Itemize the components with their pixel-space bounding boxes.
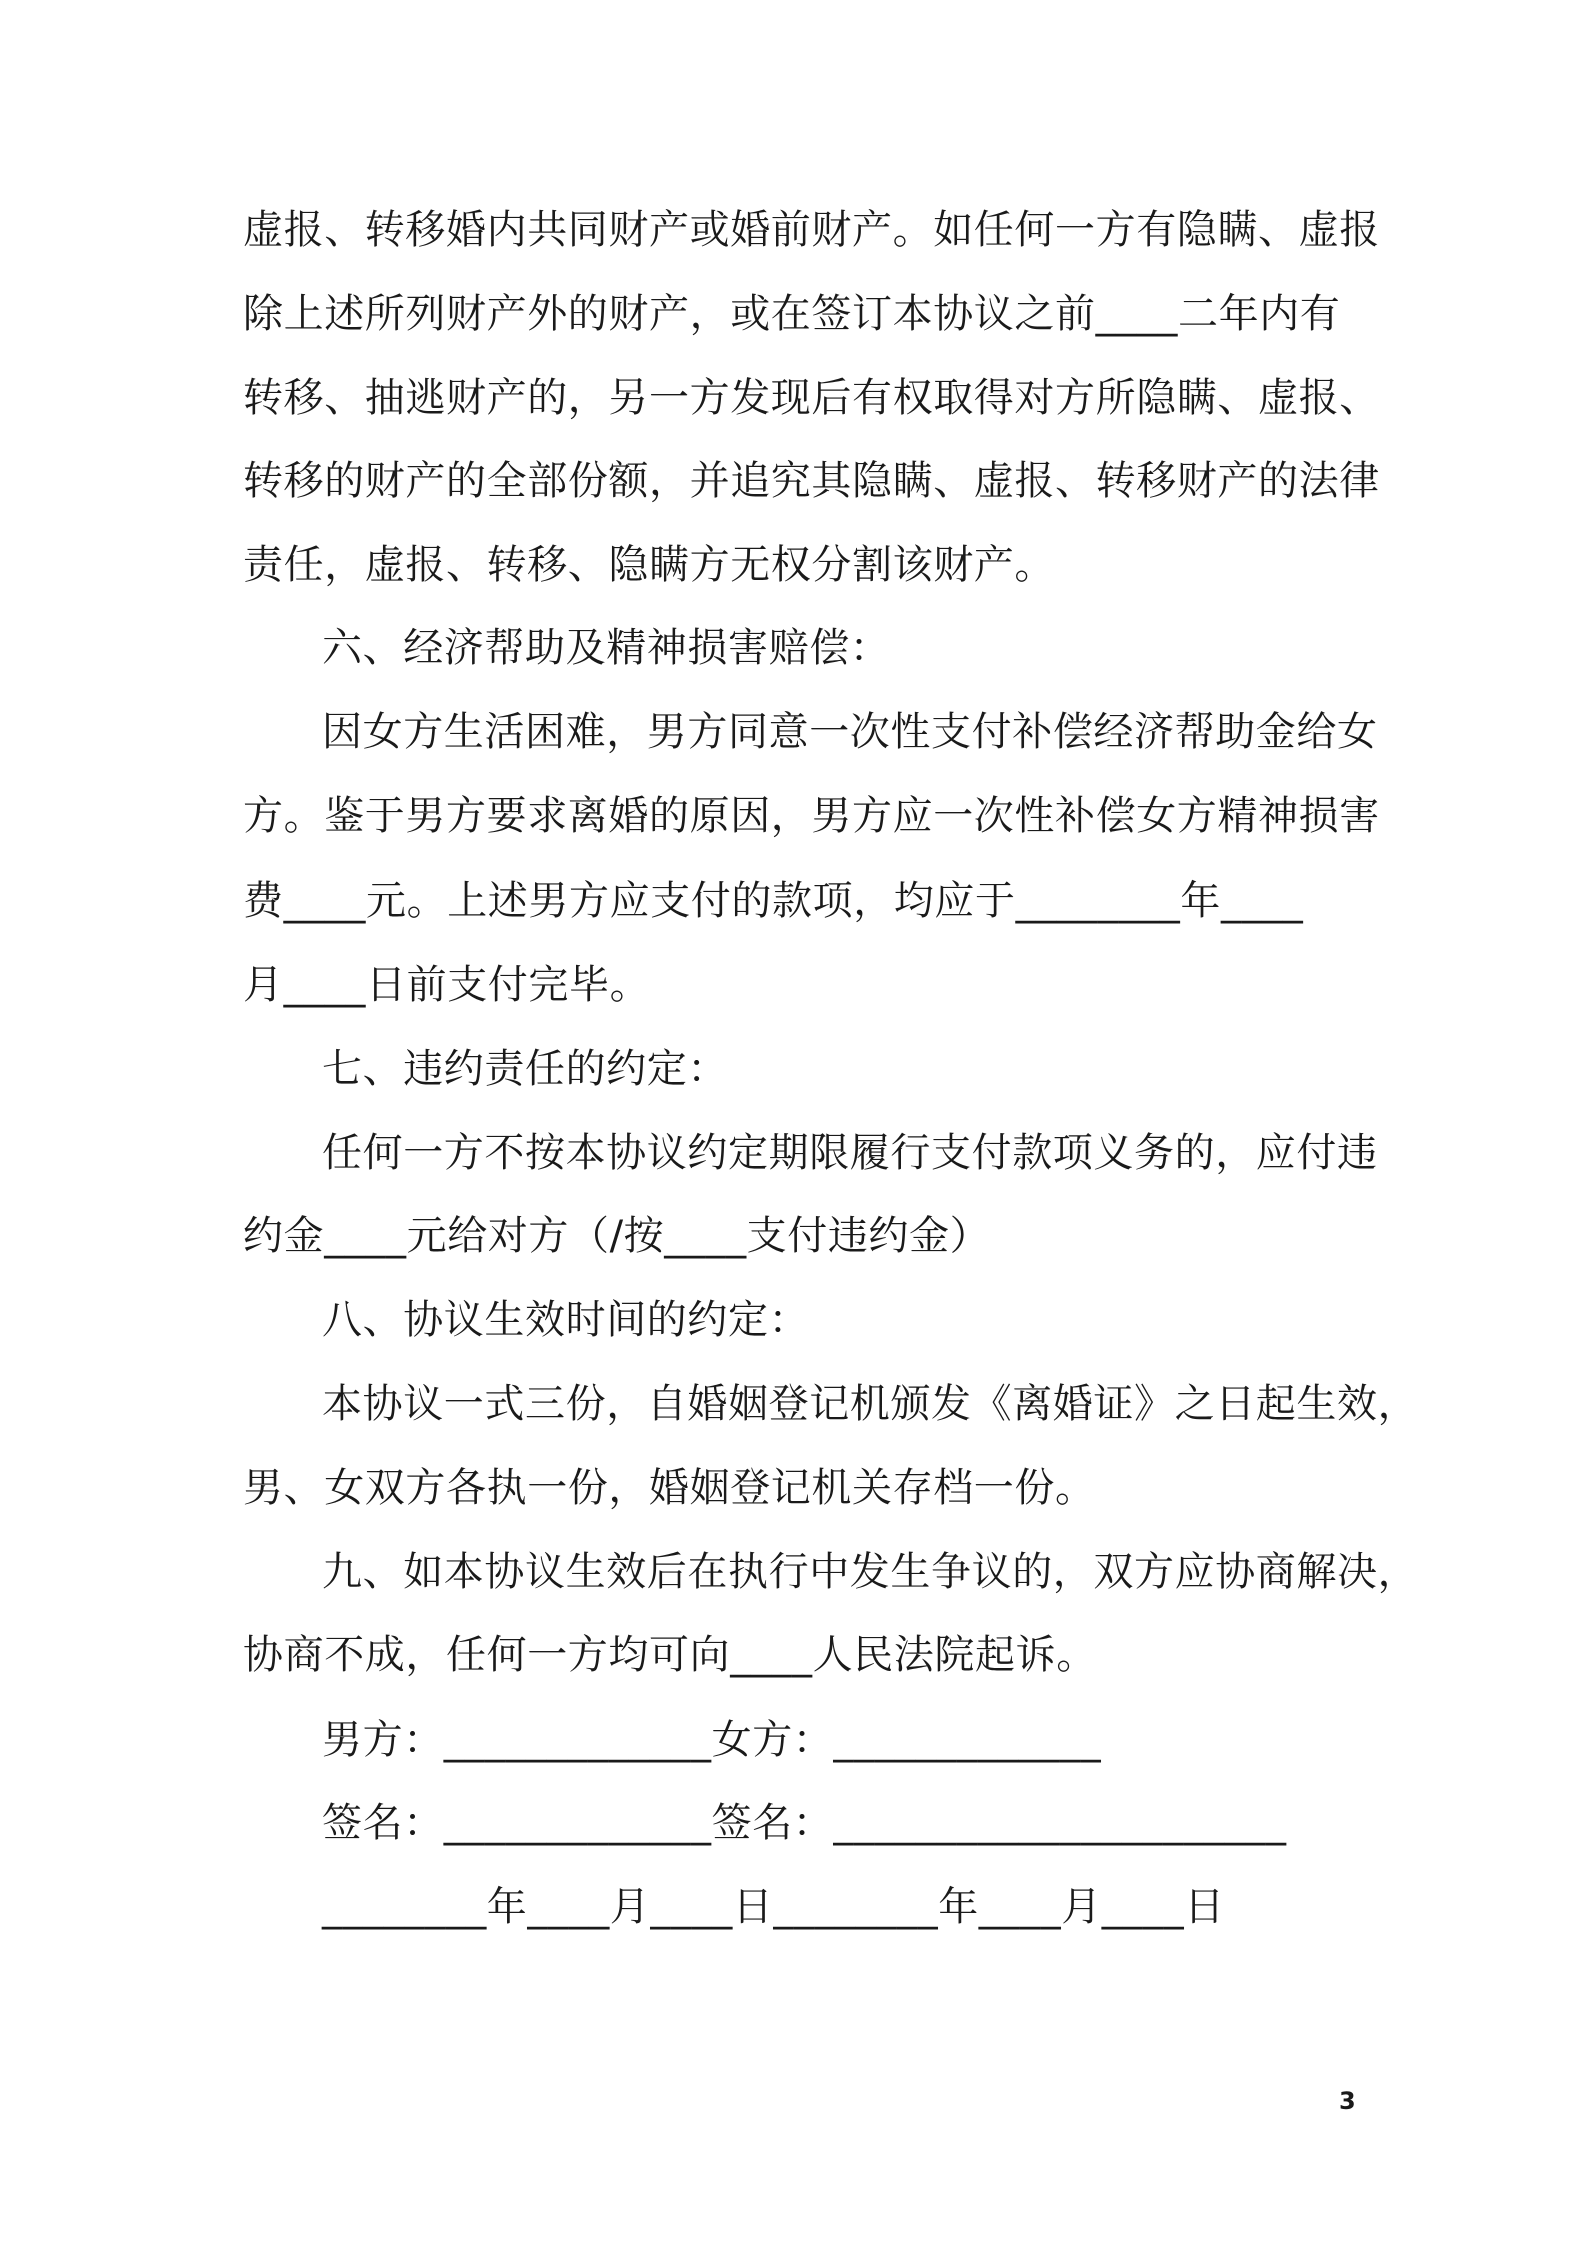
section-heading-7: 七、违约责任的约定：: [322, 1046, 728, 1092]
signature-sign-line: 签名：_____________签名：______________________: [322, 1800, 1287, 1846]
section-heading-8: 八、协议生效时间的约定：: [322, 1297, 810, 1343]
body-line-16: 男、女双方各执一份，婚姻登记机关存档一份。: [243, 1465, 1096, 1511]
body-line-3: 转移、抽逃财产的，另一方发现后有权取得对方所隐瞒、虚报、: [243, 375, 1380, 421]
body-line-9: 费____元。上述男方应支付的款项，均应于________年____: [243, 878, 1304, 924]
section-heading-6: 六、经济帮助及精神损害赔偿：: [322, 625, 891, 671]
body-line-18: 协商不成，任何一方均可向____人民法院起诉。: [243, 1632, 1097, 1678]
body-line-4: 转移的财产的全部份额，并追究其隐瞒、虚报、转移财产的法律: [243, 458, 1380, 504]
body-line-13: 约金____元给对方（/按____支付违约金）: [243, 1213, 991, 1259]
body-line-2: 除上述所列财产外的财产，或在签订本协议之前____二年内有: [243, 291, 1341, 337]
body-line-15: 本协议一式三份，自婚姻登记机颁发《离婚证》之日起生效，: [322, 1381, 1419, 1427]
body-line-7: 因女方生活困难，男方同意一次性支付补偿经济帮助金给女: [322, 709, 1378, 755]
body-line-10: 月____日前支付完毕。: [243, 962, 651, 1008]
signature-date-line: ________年____月____日________年____月____日: [322, 1884, 1225, 1930]
body-line-8: 方。鉴于男方要求离婚的原因，男方应一次性补偿女方精神损害: [243, 793, 1380, 839]
body-line-12: 任何一方不按本协议约定期限履行支付款项义务的，应付违: [322, 1130, 1378, 1176]
signature-party-line: 男方：_____________女方：_____________: [322, 1717, 1102, 1763]
body-line-1: 虚报、转移婚内共同财产或婚前财产。如任何一方有隐瞒、虚报: [243, 207, 1380, 253]
body-line-5: 责任，虚报、转移、隐瞒方无权分割该财产。: [243, 542, 1055, 588]
section-heading-9: 九、如本协议生效后在执行中发生争议的，双方应协商解决，: [322, 1549, 1419, 1595]
page-number: 3: [1339, 2087, 1356, 2115]
